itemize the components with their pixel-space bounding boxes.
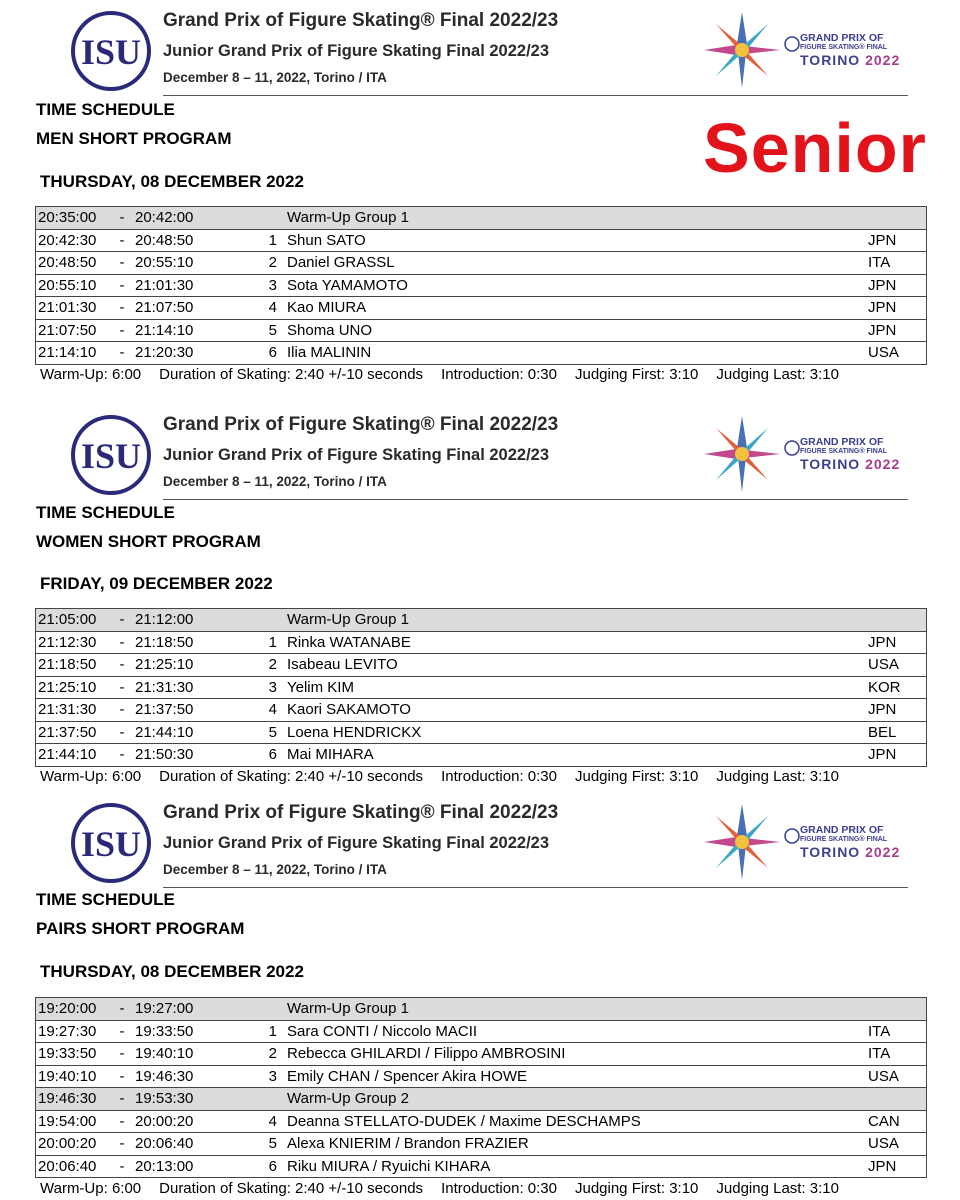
time-separator: - (114, 342, 130, 365)
skater-name: Emily CHAN / Spencer Akira HOWE (287, 1065, 868, 1088)
day-title: FRIDAY, 09 DECEMBER 2022 (40, 574, 273, 593)
nation-code: ITA (868, 252, 927, 275)
time-separator: - (114, 297, 130, 320)
schedule-footer: Warm-Up: 6:00 Duration of Skating: 2:40 +/-10 seconds Introduction: 0:30 Judging First: 3:10 Judging Last: 3:10 (40, 366, 839, 383)
skater-name: Kao MIURA (287, 297, 868, 320)
skater-name: Deanna STELLATO-DUDEK / Maxime DESCHAMPS (287, 1110, 868, 1133)
event-title: WOMEN SHORT PROGRAM (36, 532, 261, 551)
start-time: 20:48:50 (36, 252, 115, 275)
gp-logo-line2: FIGURE SKATING® FINAL (800, 448, 888, 455)
skater-name: Shun SATO (287, 229, 868, 252)
header-subtitle: Junior Grand Prix of Figure Skating Final 2022/23 (163, 446, 550, 464)
skater-row (36, 229, 927, 252)
nation-code: ITA (868, 1043, 927, 1066)
skater-row (36, 252, 927, 275)
start-time: 21:12:30 (36, 631, 115, 654)
start-time: 21:01:30 (36, 297, 115, 320)
end-time: 21:07:50 (130, 297, 217, 320)
end-time: 19:27:00 (130, 998, 217, 1021)
warmup-group-label: Warm-Up Group 1 (287, 609, 868, 632)
warmup-group-row (36, 609, 927, 632)
time-separator: - (114, 1088, 130, 1111)
skater-row (36, 319, 927, 342)
start-time: 21:44:10 (36, 744, 115, 767)
end-time: 21:18:50 (130, 631, 217, 654)
end-time: 20:48:50 (130, 229, 217, 252)
schedule-label: TIME SCHEDULE (36, 503, 175, 522)
start-time: 21:07:50 (36, 319, 115, 342)
time-separator: - (114, 676, 130, 699)
start-time: 20:42:30 (36, 229, 115, 252)
nation-code (868, 609, 927, 632)
nation-code: JPN (868, 631, 927, 654)
time-separator: - (114, 319, 130, 342)
svg-text:ISU: ISU (80, 32, 142, 72)
time-separator: - (114, 229, 130, 252)
start-number: 4 (217, 699, 287, 722)
schedule-footer: Warm-Up: 6:00 Duration of Skating: 2:40 +/-10 seconds Introduction: 0:30 Judging First: 3:10 Judging Last: 3:10 (40, 768, 839, 785)
start-number: 4 (217, 1110, 287, 1133)
start-time: 19:27:30 (36, 1020, 115, 1043)
time-separator: - (114, 1133, 130, 1156)
nation-code: USA (868, 1065, 927, 1088)
event-header (0, 792, 960, 882)
skater-row (36, 1110, 927, 1133)
time-separator: - (114, 1043, 130, 1066)
start-time: 21:18:50 (36, 654, 115, 677)
nation-code: JPN (868, 744, 927, 767)
end-time: 21:14:10 (130, 319, 217, 342)
time-separator: - (114, 631, 130, 654)
start-number: 2 (217, 1043, 287, 1066)
warmup-group-row (36, 1088, 927, 1111)
end-time: 20:00:20 (130, 1110, 217, 1133)
event-title: PAIRS SHORT PROGRAM (36, 919, 245, 938)
senior-label: Senior (703, 109, 927, 187)
start-time: 21:25:10 (36, 676, 115, 699)
skater-name: Daniel GRASSL (287, 252, 868, 275)
start-number: 3 (217, 676, 287, 699)
skater-name: Yelim KIM (287, 676, 868, 699)
nation-code (868, 207, 927, 230)
end-time: 20:06:40 (130, 1133, 217, 1156)
start-time: 21:37:50 (36, 721, 115, 744)
skater-name: Alexa KNIERIM / Brandon FRAZIER (287, 1133, 868, 1156)
start-number: 5 (217, 319, 287, 342)
start-time: 20:35:00 (36, 207, 115, 230)
start-number: 5 (217, 721, 287, 744)
schedule-table (35, 997, 927, 1178)
end-time: 19:40:10 (130, 1043, 217, 1066)
skater-name: Rebecca GHILARDI / Filippo AMBROSINI (287, 1043, 868, 1066)
end-time: 20:13:00 (130, 1155, 217, 1178)
gp-logo-city: TORINO 2022 (800, 844, 901, 860)
start-number: 2 (217, 654, 287, 677)
warmup-group-label: Warm-Up Group 1 (287, 998, 868, 1021)
start-number: 6 (217, 744, 287, 767)
end-time: 20:42:00 (130, 207, 217, 230)
time-separator: - (114, 744, 130, 767)
end-time: 21:44:10 (130, 721, 217, 744)
start-time: 20:06:40 (36, 1155, 115, 1178)
nation-code: JPN (868, 274, 927, 297)
svg-text:ISU: ISU (80, 436, 142, 476)
skater-row (36, 699, 927, 722)
start-number: 1 (217, 631, 287, 654)
skater-row (36, 1043, 927, 1066)
end-time: 20:55:10 (130, 252, 217, 275)
end-time: 21:37:50 (130, 699, 217, 722)
start-number (217, 998, 287, 1021)
start-number (217, 1088, 287, 1111)
start-time: 19:54:00 (36, 1110, 115, 1133)
nation-code (868, 998, 927, 1021)
start-time: 21:31:30 (36, 699, 115, 722)
header-subtitle: Junior Grand Prix of Figure Skating Final 2022/23 (163, 834, 550, 852)
skater-name: Loena HENDRICKX (287, 721, 868, 744)
header-dates: December 8 – 11, 2022, Torino / ITA (163, 862, 387, 877)
start-number: 5 (217, 1133, 287, 1156)
time-separator: - (114, 274, 130, 297)
time-separator: - (114, 1110, 130, 1133)
skater-name: Ilia MALININ (287, 342, 868, 365)
end-time: 21:25:10 (130, 654, 217, 677)
skater-name: Kaori SAKAMOTO (287, 699, 868, 722)
nation-code: BEL (868, 721, 927, 744)
isu-logo-icon (70, 802, 152, 884)
gp-logo-line1: GRAND PRIX OF (800, 436, 884, 448)
nation-code: JPN (868, 297, 927, 320)
start-number: 6 (217, 1155, 287, 1178)
gp-logo-line2: FIGURE SKATING® FINAL (800, 44, 888, 51)
skater-row (36, 676, 927, 699)
warmup-group-label: Warm-Up Group 2 (287, 1088, 868, 1111)
nation-code: JPN (868, 229, 927, 252)
gp-logo-line1: GRAND PRIX OF (800, 824, 884, 836)
time-separator: - (114, 609, 130, 632)
end-time: 19:53:30 (130, 1088, 217, 1111)
skater-name: Riku MIURA / Ryuichi KIHARA (287, 1155, 868, 1178)
skater-name: Shoma UNO (287, 319, 868, 342)
day-title: THURSDAY, 08 DECEMBER 2022 (40, 962, 304, 981)
header-title: Grand Prix of Figure Skating® Final 2022/23 (163, 10, 559, 31)
start-number: 1 (217, 229, 287, 252)
event-header (0, 404, 960, 494)
start-number (217, 609, 287, 632)
schedule-table (35, 206, 927, 365)
start-number: 2 (217, 252, 287, 275)
skater-row (36, 1065, 927, 1088)
end-time: 21:20:30 (130, 342, 217, 365)
end-time: 21:12:00 (130, 609, 217, 632)
gp-logo-city: TORINO 2022 (800, 52, 901, 68)
header-subtitle: Junior Grand Prix of Figure Skating Final 2022/23 (163, 42, 550, 60)
header-title: Grand Prix of Figure Skating® Final 2022/23 (163, 802, 559, 823)
gp-logo-line1: GRAND PRIX OF (800, 32, 884, 44)
skater-row (36, 744, 927, 767)
skater-row (36, 631, 927, 654)
time-separator: - (114, 998, 130, 1021)
gp-logo-line2: FIGURE SKATING® FINAL (800, 836, 888, 843)
skater-row (36, 654, 927, 677)
start-number: 3 (217, 1065, 287, 1088)
skater-name: Isabeau LEVITO (287, 654, 868, 677)
skater-row (36, 1155, 927, 1178)
start-time: 21:14:10 (36, 342, 115, 365)
start-time: 19:33:50 (36, 1043, 115, 1066)
time-separator: - (114, 1065, 130, 1088)
time-separator: - (114, 252, 130, 275)
nation-code: JPN (868, 319, 927, 342)
skater-row (36, 274, 927, 297)
end-time: 19:46:30 (130, 1065, 217, 1088)
start-time: 19:20:00 (36, 998, 115, 1021)
warmup-group-row (36, 998, 927, 1021)
start-number: 6 (217, 342, 287, 365)
time-separator: - (114, 654, 130, 677)
nation-code: ITA (868, 1020, 927, 1043)
svg-text:ISU: ISU (80, 824, 142, 864)
nation-code: USA (868, 342, 927, 365)
start-time: 20:55:10 (36, 274, 115, 297)
start-number: 3 (217, 274, 287, 297)
skater-row (36, 342, 927, 365)
day-title: THURSDAY, 08 DECEMBER 2022 (40, 172, 304, 191)
start-time: 21:05:00 (36, 609, 115, 632)
nation-code: USA (868, 654, 927, 677)
skater-row (36, 297, 927, 320)
skater-name: Mai MIHARA (287, 744, 868, 767)
end-time: 21:01:30 (130, 274, 217, 297)
schedule-label: TIME SCHEDULE (36, 890, 175, 909)
event-title: MEN SHORT PROGRAM (36, 129, 232, 148)
nation-code: JPN (868, 1155, 927, 1178)
schedule-label: TIME SCHEDULE (36, 100, 175, 119)
isu-logo-icon (70, 414, 152, 496)
nation-code: JPN (868, 699, 927, 722)
end-time: 21:31:30 (130, 676, 217, 699)
start-time: 20:00:20 (36, 1133, 115, 1156)
skater-name: Sara CONTI / Niccolo MACII (287, 1020, 868, 1043)
schedule-footer: Warm-Up: 6:00 Duration of Skating: 2:40 +/-10 seconds Introduction: 0:30 Judging First: 3:10 Judging Last: 3:10 (40, 1180, 839, 1197)
start-time: 19:40:10 (36, 1065, 115, 1088)
isu-logo-icon (70, 10, 152, 92)
skater-name: Rinka WATANABE (287, 631, 868, 654)
time-separator: - (114, 207, 130, 230)
end-time: 19:33:50 (130, 1020, 217, 1043)
nation-code: KOR (868, 676, 927, 699)
warmup-group-row (36, 207, 927, 230)
nation-code (868, 1088, 927, 1111)
schedule-table (35, 608, 927, 767)
time-separator: - (114, 721, 130, 744)
skater-name: Sota YAMAMOTO (287, 274, 868, 297)
gp-logo-city: TORINO 2022 (800, 456, 901, 472)
time-separator: - (114, 1155, 130, 1178)
header-title: Grand Prix of Figure Skating® Final 2022/23 (163, 414, 559, 435)
nation-code: CAN (868, 1110, 927, 1133)
nation-code: USA (868, 1133, 927, 1156)
warmup-group-label: Warm-Up Group 1 (287, 207, 868, 230)
event-header (0, 0, 960, 90)
skater-row (36, 1133, 927, 1156)
end-time: 21:50:30 (130, 744, 217, 767)
start-number (217, 207, 287, 230)
header-dates: December 8 – 11, 2022, Torino / ITA (163, 70, 387, 85)
start-number: 1 (217, 1020, 287, 1043)
header-dates: December 8 – 11, 2022, Torino / ITA (163, 474, 387, 489)
skater-row (36, 721, 927, 744)
start-time: 19:46:30 (36, 1088, 115, 1111)
start-number: 4 (217, 297, 287, 320)
skater-row (36, 1020, 927, 1043)
time-separator: - (114, 1020, 130, 1043)
time-separator: - (114, 699, 130, 722)
